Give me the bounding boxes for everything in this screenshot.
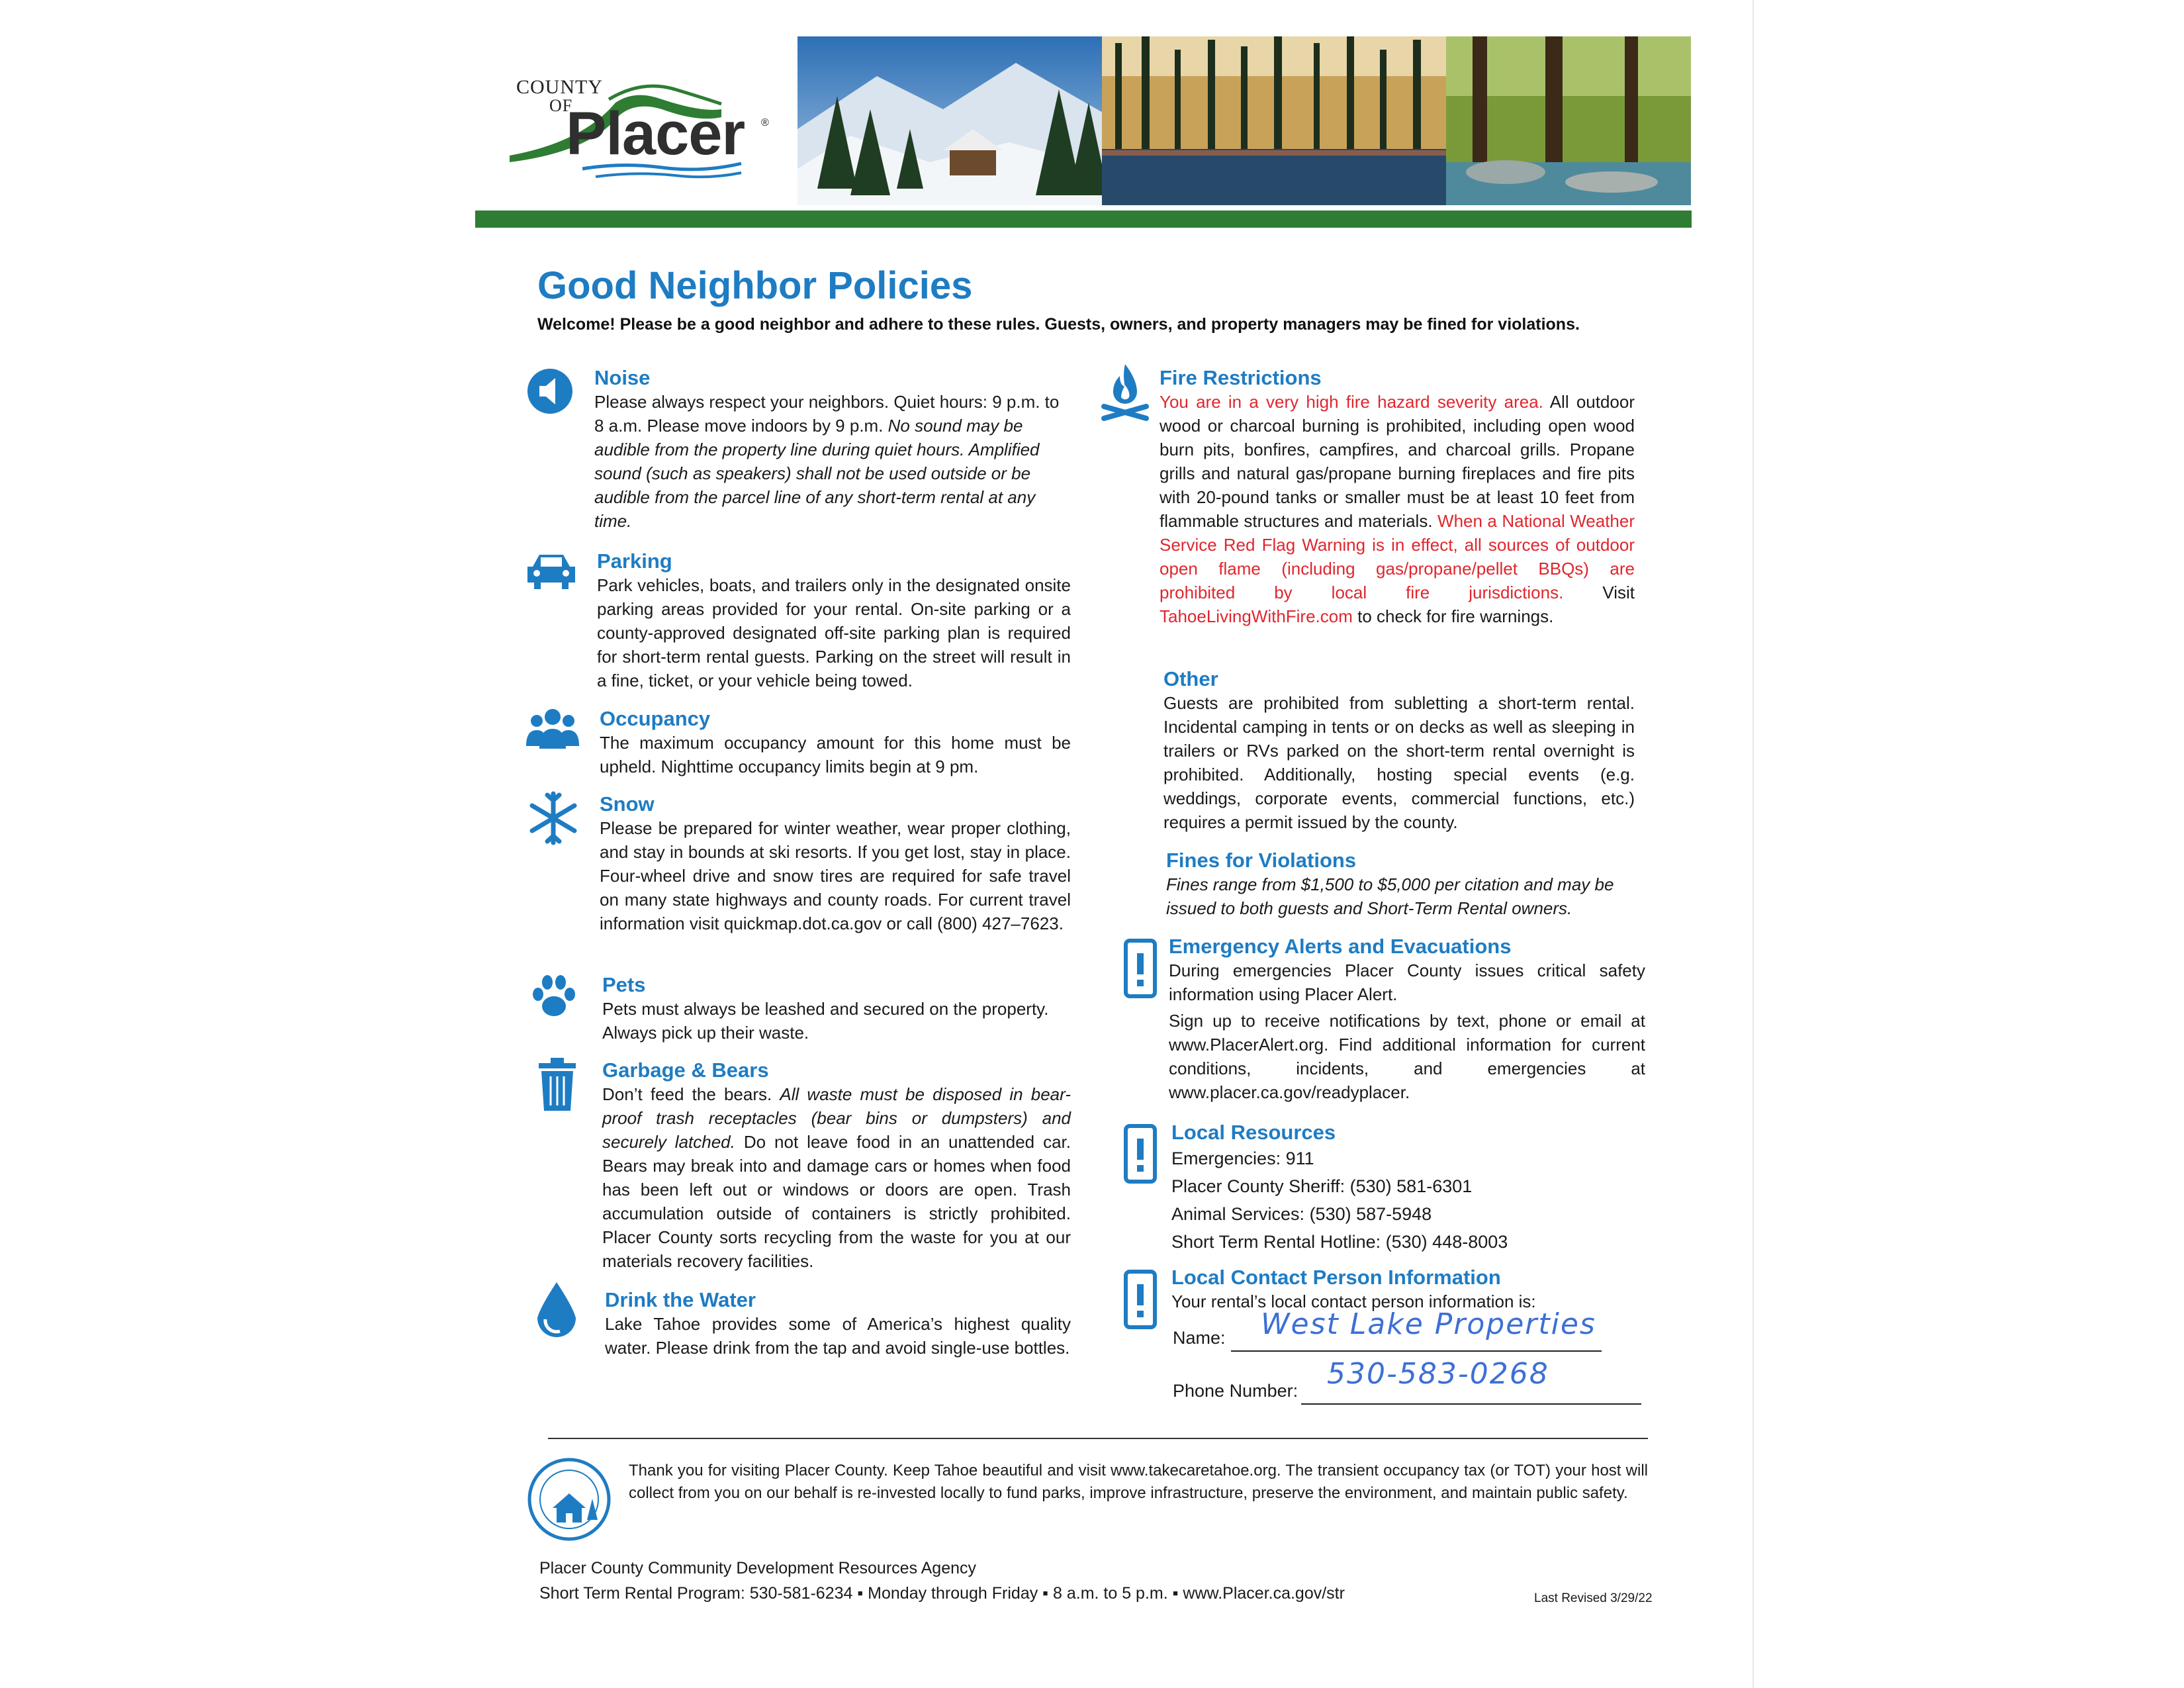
occupancy-body: The maximum occupancy amount for this home must be upheld. Nighttime occupancy limits begin at 9 pm. xyxy=(600,733,1071,776)
fire-body-plain2: Visit xyxy=(1563,583,1635,602)
header-photo-lake xyxy=(1102,36,1453,205)
contact-name-value: West Lake Properties xyxy=(1261,1307,1596,1341)
speaker-icon xyxy=(526,367,574,415)
fire-title: Fire Restrictions xyxy=(1160,366,1322,389)
header-photo-forest xyxy=(1446,36,1691,205)
fire-section xyxy=(1160,366,1635,628)
footer-agency: Placer County Community Development Resources Agency xyxy=(539,1559,977,1577)
parking-title: Parking xyxy=(597,549,672,573)
resources-section xyxy=(1171,1121,1635,1256)
contact-name-label: Name: xyxy=(1173,1328,1226,1348)
people-icon xyxy=(526,705,579,751)
noise-body-plain: Please always respect your neighbors. Quiet hours: 9 p.m. to 8 a.m. Please move indoors by 9 p.m. xyxy=(594,392,1060,436)
contact-intro: Your rental’s local contact person information is: xyxy=(1171,1291,1536,1311)
resource-line: Animal Services: (530) 587-5948 xyxy=(1171,1204,1432,1224)
footer-divider xyxy=(548,1438,1648,1439)
occupancy-section xyxy=(600,707,1071,778)
other-body: Guests are prohibited from subletting a short-term rental. Incidental camping in tents or on decks as well as sleeping in trailers or RVs parked on the short-term rental overnight is prohibited. Additionally, hosting special events (e.g. weddings, corporate events, commercial functions, etc.) requires a permit issued by the county. xyxy=(1163,693,1635,832)
contact-name-line[interactable] xyxy=(1231,1344,1602,1352)
logo-placer-text: Placer xyxy=(566,100,745,167)
emergency-body-1: During emergencies Placer County issues critical safety information using Placer Alert. xyxy=(1169,961,1645,1004)
footer-program-line: Short Term Rental Program: 530-581-6234 ▪ Monday through Friday ▪ 8 a.m. to 5 p.m. ▪ www.Placer.ca.gov/str xyxy=(539,1584,1345,1603)
intro-text: Welcome! Please be a good neighbor and adhere to these rules. Guests, owners, and property managers may be fined for violations. xyxy=(537,315,1580,334)
page-title: Good Neighbor Policies xyxy=(537,264,973,307)
snowflake-icon xyxy=(526,791,580,845)
garbage-title: Garbage & Bears xyxy=(602,1058,769,1082)
fines-title: Fines for Violations xyxy=(1166,849,1357,872)
logo-registered-mark: ® xyxy=(761,117,769,128)
fire-warning-severity: You are in a very high fire hazard severity area. xyxy=(1160,392,1543,412)
water-section xyxy=(605,1288,1071,1360)
fines-body: Fines range from $1,500 to $5,000 per citation and may be issued to both guests and Short-Term Rental owners. xyxy=(1166,874,1614,918)
fines-section xyxy=(1166,849,1635,920)
fire-website-link[interactable]: TahoeLivingWithFire.com xyxy=(1160,606,1353,626)
water-drop-icon xyxy=(533,1281,580,1340)
pets-title: Pets xyxy=(602,973,646,996)
phone-alert-icon xyxy=(1124,1270,1157,1329)
resource-line: Emergencies: 911 xyxy=(1171,1149,1314,1168)
contact-phone-line[interactable] xyxy=(1301,1397,1641,1405)
other-section xyxy=(1163,667,1635,834)
contact-phone-label: Phone Number: xyxy=(1173,1381,1298,1401)
pets-body: Pets must always be leashed and secured on the property. Always pick up their waste. xyxy=(602,999,1049,1043)
fire-body-plain3: to check for fire warnings. xyxy=(1352,606,1554,626)
car-icon xyxy=(525,549,578,592)
parking-section xyxy=(597,549,1071,692)
fire-red-flag-warning: When a National Weather Service Red Flag Warning is in effect, all sources of outdoor open flame (including gas/propane/pellet BBQs) are prohibited by local fire jurisdictions. xyxy=(1160,511,1635,602)
snow-title: Snow xyxy=(600,792,655,816)
noise-section xyxy=(594,366,1071,533)
snow-section xyxy=(600,792,1071,935)
pets-section xyxy=(602,973,1071,1045)
logo-of-text: OF xyxy=(549,96,573,115)
occupancy-title: Occupancy xyxy=(600,707,711,730)
resource-line: Placer County Sheriff: (530) 581-6301 xyxy=(1171,1176,1473,1196)
paw-icon xyxy=(530,973,578,1021)
garbage-body xyxy=(602,1082,1071,1273)
snow-body: Please be prepared for winter weather, wear proper clothing, and stay in bounds at ski resorts. If you get lost, stay in place. Four-wheel drive and snow tires are required for safe travel on many state highways and county roads. For current travel information visit quickmap.dot.ca.gov or call (800) 427–7623. xyxy=(600,818,1071,933)
resource-line: Short Term Rental Hotline: (530) 448-8003 xyxy=(1171,1232,1508,1252)
resources-title: Local Resources xyxy=(1171,1121,1336,1144)
logo-county-text: COUNTY xyxy=(516,76,603,98)
trash-icon xyxy=(537,1058,577,1112)
parking-body: Park vehicles, boats, and trailers only in the designated onsite parking areas provided for your rental. On-site parking or a county-approved designated off-site parking plan is required for short-term rental guests. Parking on the street will result in a fine, ticket, or your vehicle being towed. xyxy=(597,575,1071,690)
footer-thank-you: Thank you for visiting Placer County. Keep Tahoe beautiful and visit www.takecaretahoe.org. The transient occupancy tax (or TOT) your host will collect from you on our behalf is re-invested locally to fund parks, improve infrastructure, preserve the environment, and maintain public safety. xyxy=(629,1462,1648,1502)
other-title: Other xyxy=(1163,667,1218,690)
phone-alert-icon xyxy=(1124,1124,1157,1184)
garbage-body-plain2: Do not leave food in an unattended car. Bears may break into and damage cars or homes when food has been left out or windows or doors are open. Trash accumulation outside of containers is strictly prohibited. Placer County sorts recycling from the waste for you at our materials recovery facilities. xyxy=(602,1132,1071,1271)
noise-body-italic: No sound may be audible from the property line during quiet hours. Amplified sound (such as speakers) shall not be used outside or be audible from the parcel line of any short-term rental at any time. xyxy=(594,416,1040,531)
phone-alert-icon xyxy=(1124,939,1157,998)
header-photo-winter xyxy=(797,36,1109,205)
str-program-seal xyxy=(526,1456,612,1542)
county-logo xyxy=(503,63,781,182)
emergency-body-2: Sign up to receive notifications by text, phone or email at www.PlacerAlert.org. Find additional information for current conditions, incidents, and emergencies at www.placer.ca.gov/readyplacer. xyxy=(1169,1011,1645,1102)
contact-title: Local Contact Person Information xyxy=(1171,1266,1501,1289)
water-body: Lake Tahoe provides some of America’s highest quality water. Please drink from the tap and avoid single-use bottles. xyxy=(605,1314,1071,1358)
emergency-section xyxy=(1169,935,1645,1104)
contact-phone-value: 530-583-0268 xyxy=(1327,1357,1549,1391)
header-green-bar xyxy=(475,211,1692,228)
emergency-title: Emergency Alerts and Evacuations xyxy=(1169,935,1512,958)
noise-title: Noise xyxy=(594,366,651,389)
garbage-body-plain1: Don’t feed the bears. xyxy=(602,1084,780,1104)
contact-section xyxy=(1171,1266,1648,1313)
footer-last-revised: Last Revised 3/29/22 xyxy=(1534,1591,1653,1605)
fire-body xyxy=(1160,390,1635,628)
garbage-section xyxy=(602,1058,1071,1273)
noise-body xyxy=(594,390,1071,533)
fire-body-plain1: All outdoor wood or charcoal burning is prohibited, including open wood burn pits, bonfires, campfires, and charcoal grills. Propane grills and natural gas/propane burning fireplaces and fire pits with 20-pound tanks or smaller must be at least 10 feet from flammable structures and materials. xyxy=(1160,392,1635,531)
water-title: Drink the Water xyxy=(605,1288,756,1311)
campfire-icon xyxy=(1100,363,1150,422)
scan-edge-line xyxy=(1752,0,1754,1688)
garbage-body-italic: All waste must be disposed in bear-proof trash receptacles (bear bins or dumpsters) and securely latched. xyxy=(602,1084,1071,1152)
